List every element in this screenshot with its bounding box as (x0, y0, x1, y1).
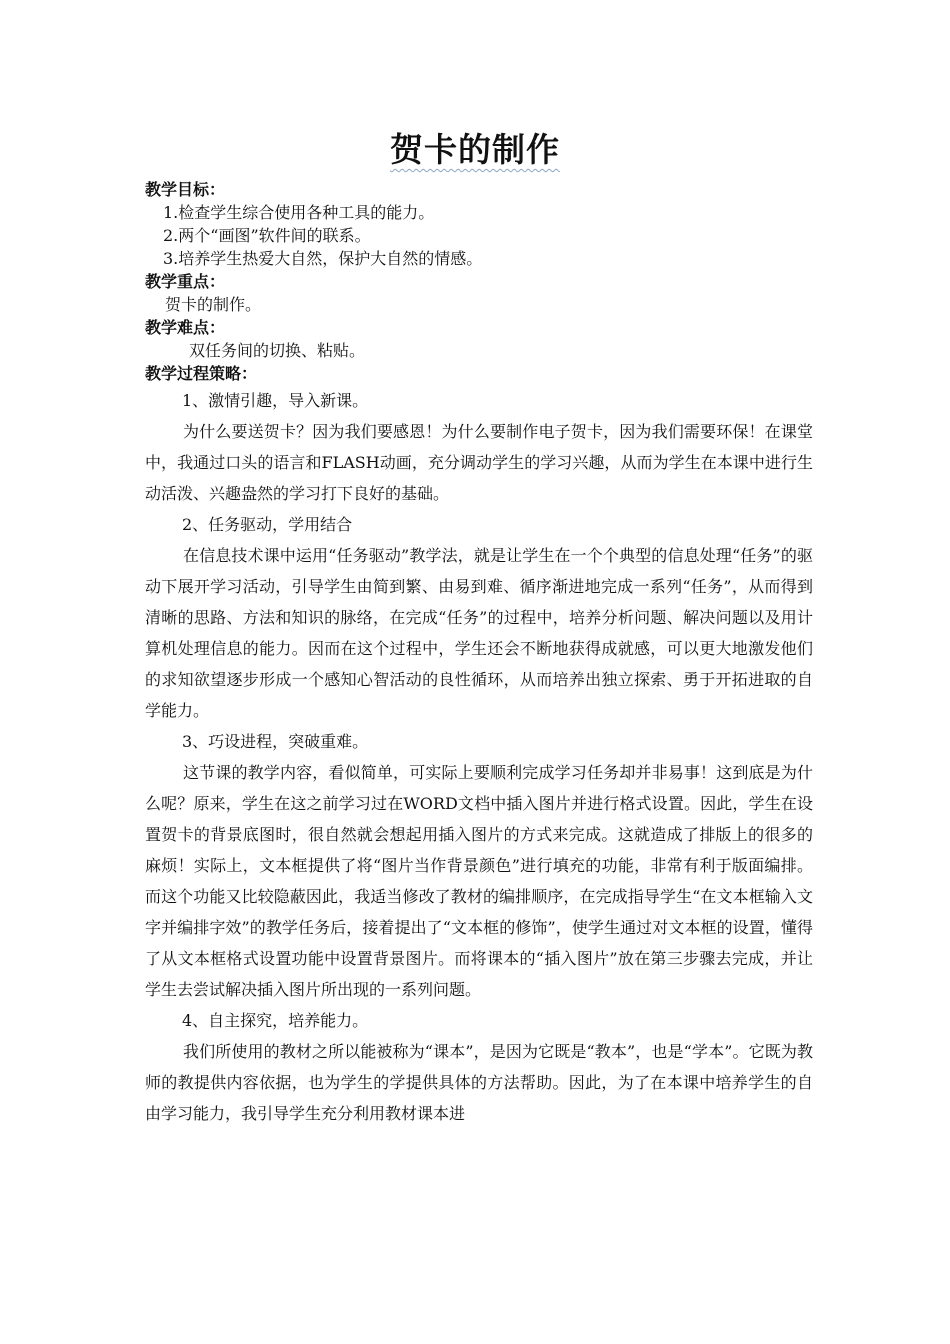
objective-item: 3.培养学生热爱大自然，保护大自然的情感。 (163, 249, 483, 268)
section-title: 4、自主探究，培养能力。 (182, 1011, 369, 1030)
process-heading: 教学过程策略： (145, 364, 258, 383)
section-title: 3、巧设进程，突破重难。 (182, 732, 369, 751)
keypoint-text: 贺卡的制作。 (165, 295, 262, 314)
difficulty-heading: 教学难点： (145, 318, 226, 337)
section-paragraph: 我们所使用的教材之所以能被称为“课本”，是因为它既是“教本”，也是“学本”。它既为教师的教提供内容依据，也为学生的学提供具体的方法帮助。因此，为了在本课中培养学生的自由学习能力，我引导学生充分利用教材课本进 (145, 1042, 813, 1123)
section-paragraph: 这节课的教学内容，看似简单，可实际上要顺利完成学习任务却并非易事！这到底是为什么呢？原来，学生在这之前学习过在WORD文档中插入图片并进行格式设置。因此，学生在设置贺卡的背景底图时，很自然就会想起用插入图片的方式来完成。这就造成了排版上的很多的麻烦！实际上，文本框提供了将“图片当作背景颜色”进行填充的功能，非常有利于版面编排。而这个功能又比较隐蔽因此，我适当修改了教材的编排顺序，在完成指导学生“在文本框输入文字并编排字效”的教学任务后，接着提出了“文本框的修饰”，使学生通过对文本框的设置，懂得了从文本框格式设置功能中设置背景图片。而将课本的“插入图片”放在第三步骤去完成，并让学生去尝试解决插入图片所出现的一系列问题。 (145, 763, 813, 999)
document-body (145, 178, 813, 1129)
document-title-text: 贺卡的制作 (390, 130, 560, 169)
section-paragraph: 为什么要送贺卡？因为我们要感恩！为什么要制作电子贺卡，因为我们需要环保！在课堂中，我通过口头的语言和FLASH动画，充分调动学生的学习兴趣，从而为学生在本课中进行生动活泼、兴趣盎然的学习打下良好的基础。 (145, 422, 813, 503)
section-paragraph: 在信息技术课中运用“任务驱动”教学法，就是让学生在一个个典型的信息处理“任务”的驱动下展开学习活动，引导学生由简到繁、由易到难、循序渐进地完成一系列“任务”，从而得到清晰的思路、方法和知识的脉络，在完成“任务”的过程中，培养分析问题、解决问题以及用计算机处理信息的能力。因而在这个过程中，学生还会不断地获得成就感，可以更大地激发他们的求知欲望逐步形成一个感知心智活动的良性循环，从而培养出独立探索、勇于开拓进取的自学能力。 (145, 546, 813, 720)
difficulty-text: 双任务间的切换、粘贴。 (189, 341, 366, 360)
objectives-heading: 教学目标： (145, 180, 226, 199)
section-title: 2、任务驱动，学用结合 (182, 515, 353, 534)
keypoint-heading: 教学重点： (145, 272, 226, 291)
document-title (0, 128, 950, 172)
objective-item: 2.两个“画图”软件间的联系。 (163, 226, 371, 245)
objective-item: 1.检查学生综合使用各种工具的能力。 (163, 203, 435, 222)
section-title: 1、激情引趣，导入新课。 (182, 391, 369, 410)
